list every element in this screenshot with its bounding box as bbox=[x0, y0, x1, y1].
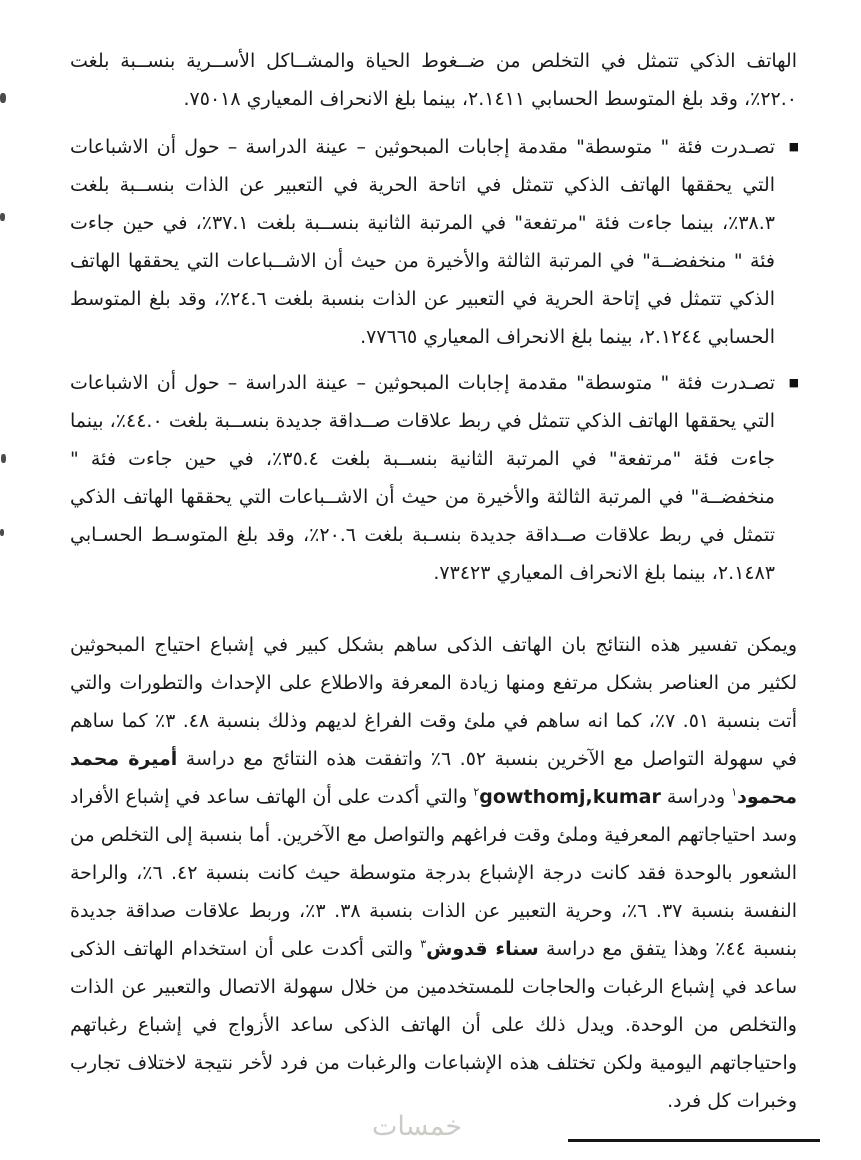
scan-speck bbox=[0, 93, 6, 103]
text-run-normal: تصـدرت فئة " متوسطة" مقدمة إجابات المبحوثين – عينة الدراسة – حول أن الاشباعات التي يحققها الهاتف الذكي تتمثل في اتاحة الحرية في التعبير عن الذات بنســبة بلغت ٣٨.٣٪، بينما جاءت فئة "مرتفعة" في المرتبة الثانية بنســبة بلغت ٣٧.١٪، في حين جاءت فئة " منخفضــة" في المرتبة الثالثة والأخيرة من حيث أن الاشــباعات التي يحققها الهاتف الذكي تتمثل في إتاحة الحرية في التعبير عن الذات بنسبة بلغت ٢٤.٦٪، وقد بلغ المتوسط الحسابي ٢.١٢٤٤، بينما بلغ الانحراف المعياري ٧٧٦٦٥. bbox=[70, 136, 776, 348]
scan-speck bbox=[1, 454, 6, 463]
text-run-sup: ١ bbox=[731, 785, 738, 799]
text-run-normal: والتي أكدت على أن الهاتف ساعد في إشباع الأفراد وسد احتياجاتهم المعرفية وملئ وقت فراغهم والتواصل مع الآخرين. أما بنسبة إلى التخلص من الشعور بالوحدة فقد كانت درجة الإشباع بدرجة متوسطة حيث كانت بنسبة ٤٢. ٦٪، والراحة النفسة بنسبة ٣٧. ٦٪، وحرية التعبير عن الذات بنسبة ٣٨. ٣٪، وربط علاقات صداقة جديدة بنسبة ٤٤٪ وهذا يتفق مع دراسة bbox=[70, 786, 798, 960]
text-run-normal: تصـدرت فئة " متوسطة" مقدمة إجابات المبحوثين – عينة الدراسة – حول أن الاشباعات التي يحققها الهاتف الذكي تتمثل في ربط علاقات صــداقة جديدة بنســبة بلغت ٤٤.٠٪، بينما جاءت فئة "مرتفعة" في المرتبة الثانية بنســبة بلغت ٣٥.٤٪، في حين جاءت فئة " منخفضــة" في المرتبة الثالثة والأخيرة من حيث أن الاشــباعات التي يحققها الهاتف الذكي تتمثل في ربط علاقات صــداقة جديدة بنسـبة بلغت ٢٠.٦٪، وقد بلغ المتوسـط الحسـابي ٢.١٤٨٣، بينما بلغ الانحراف المعياري ٧٣٤٢٣. bbox=[70, 372, 776, 584]
footnote-separator-line bbox=[568, 1139, 820, 1142]
text-run-bold: أميرة محمد محمود bbox=[70, 748, 797, 808]
bullet-item-new-friendships bbox=[70, 364, 775, 592]
text-run-latin: gowthomj,kumar bbox=[479, 786, 661, 808]
text-run-normal: ودراسة bbox=[660, 786, 732, 808]
text-run-sup: ٢ bbox=[473, 785, 480, 799]
text-run-bold: سناء قدوش bbox=[426, 938, 539, 960]
text-run-normal: ويمكن تفسير هذه النتائج بان الهاتف الذكى ساهم بشكل كبير في إشباع احتياج المبحوثين لكثير من العناصر بشكل مرتفع ومنها زيادة المعرفة والاطلاع على الإحداث والتطورات والتي أتت بنسبة ٥١. ٧٪، كما انه ساهم في ملئ وقت الفراغ لديهم وذلك بنسبة ٤٨. ٣٪ كما ساهم في سهولة التواصل مع الآخرين بنسبة ٥٢. ٦٪ واتفقت هذه النتائج مع دراسة bbox=[70, 634, 797, 770]
scan-speck bbox=[0, 213, 5, 221]
bullet-item-freedom-of-expression bbox=[70, 128, 775, 356]
discussion-paragraph bbox=[70, 626, 797, 1120]
scan-speck bbox=[0, 529, 4, 536]
intro-paragraph bbox=[70, 42, 797, 118]
khamsat-watermark: خمسات bbox=[372, 1111, 463, 1142]
bullet-list bbox=[70, 128, 775, 592]
text-run-normal: الهاتف الذكي تتمثل في التخلص من ضــغوط الحياة والمشــاكل الأســرية بنســبة بلغت ٢٢.٠٪، وقد بلغ المتوسط الحسابي ٢.١٤١١، بينما بلغ الانحراف المعياري ٧٥٠١٨. bbox=[70, 50, 797, 110]
text-run-normal: والتى أكدت على أن استخدام الهاتف الذكى ساعد في إشباع الرغبات والحاجات للمستخدمين من خلال سهولة الاتصال والتعبير عن الذات والتخلص من الوحدة. ويدل ذلك على أن الهاتف الذكى ساعد الأزواج في إشباع رغباتهم واحتياجاتهم اليومية ولكن تختلف هذه الإشباعات والرغبات من فرد لأخر نتيجة لاختلاف تجارب وخبرات كل فرد. bbox=[70, 938, 797, 1112]
text-run-sup: ٣ bbox=[420, 937, 427, 951]
